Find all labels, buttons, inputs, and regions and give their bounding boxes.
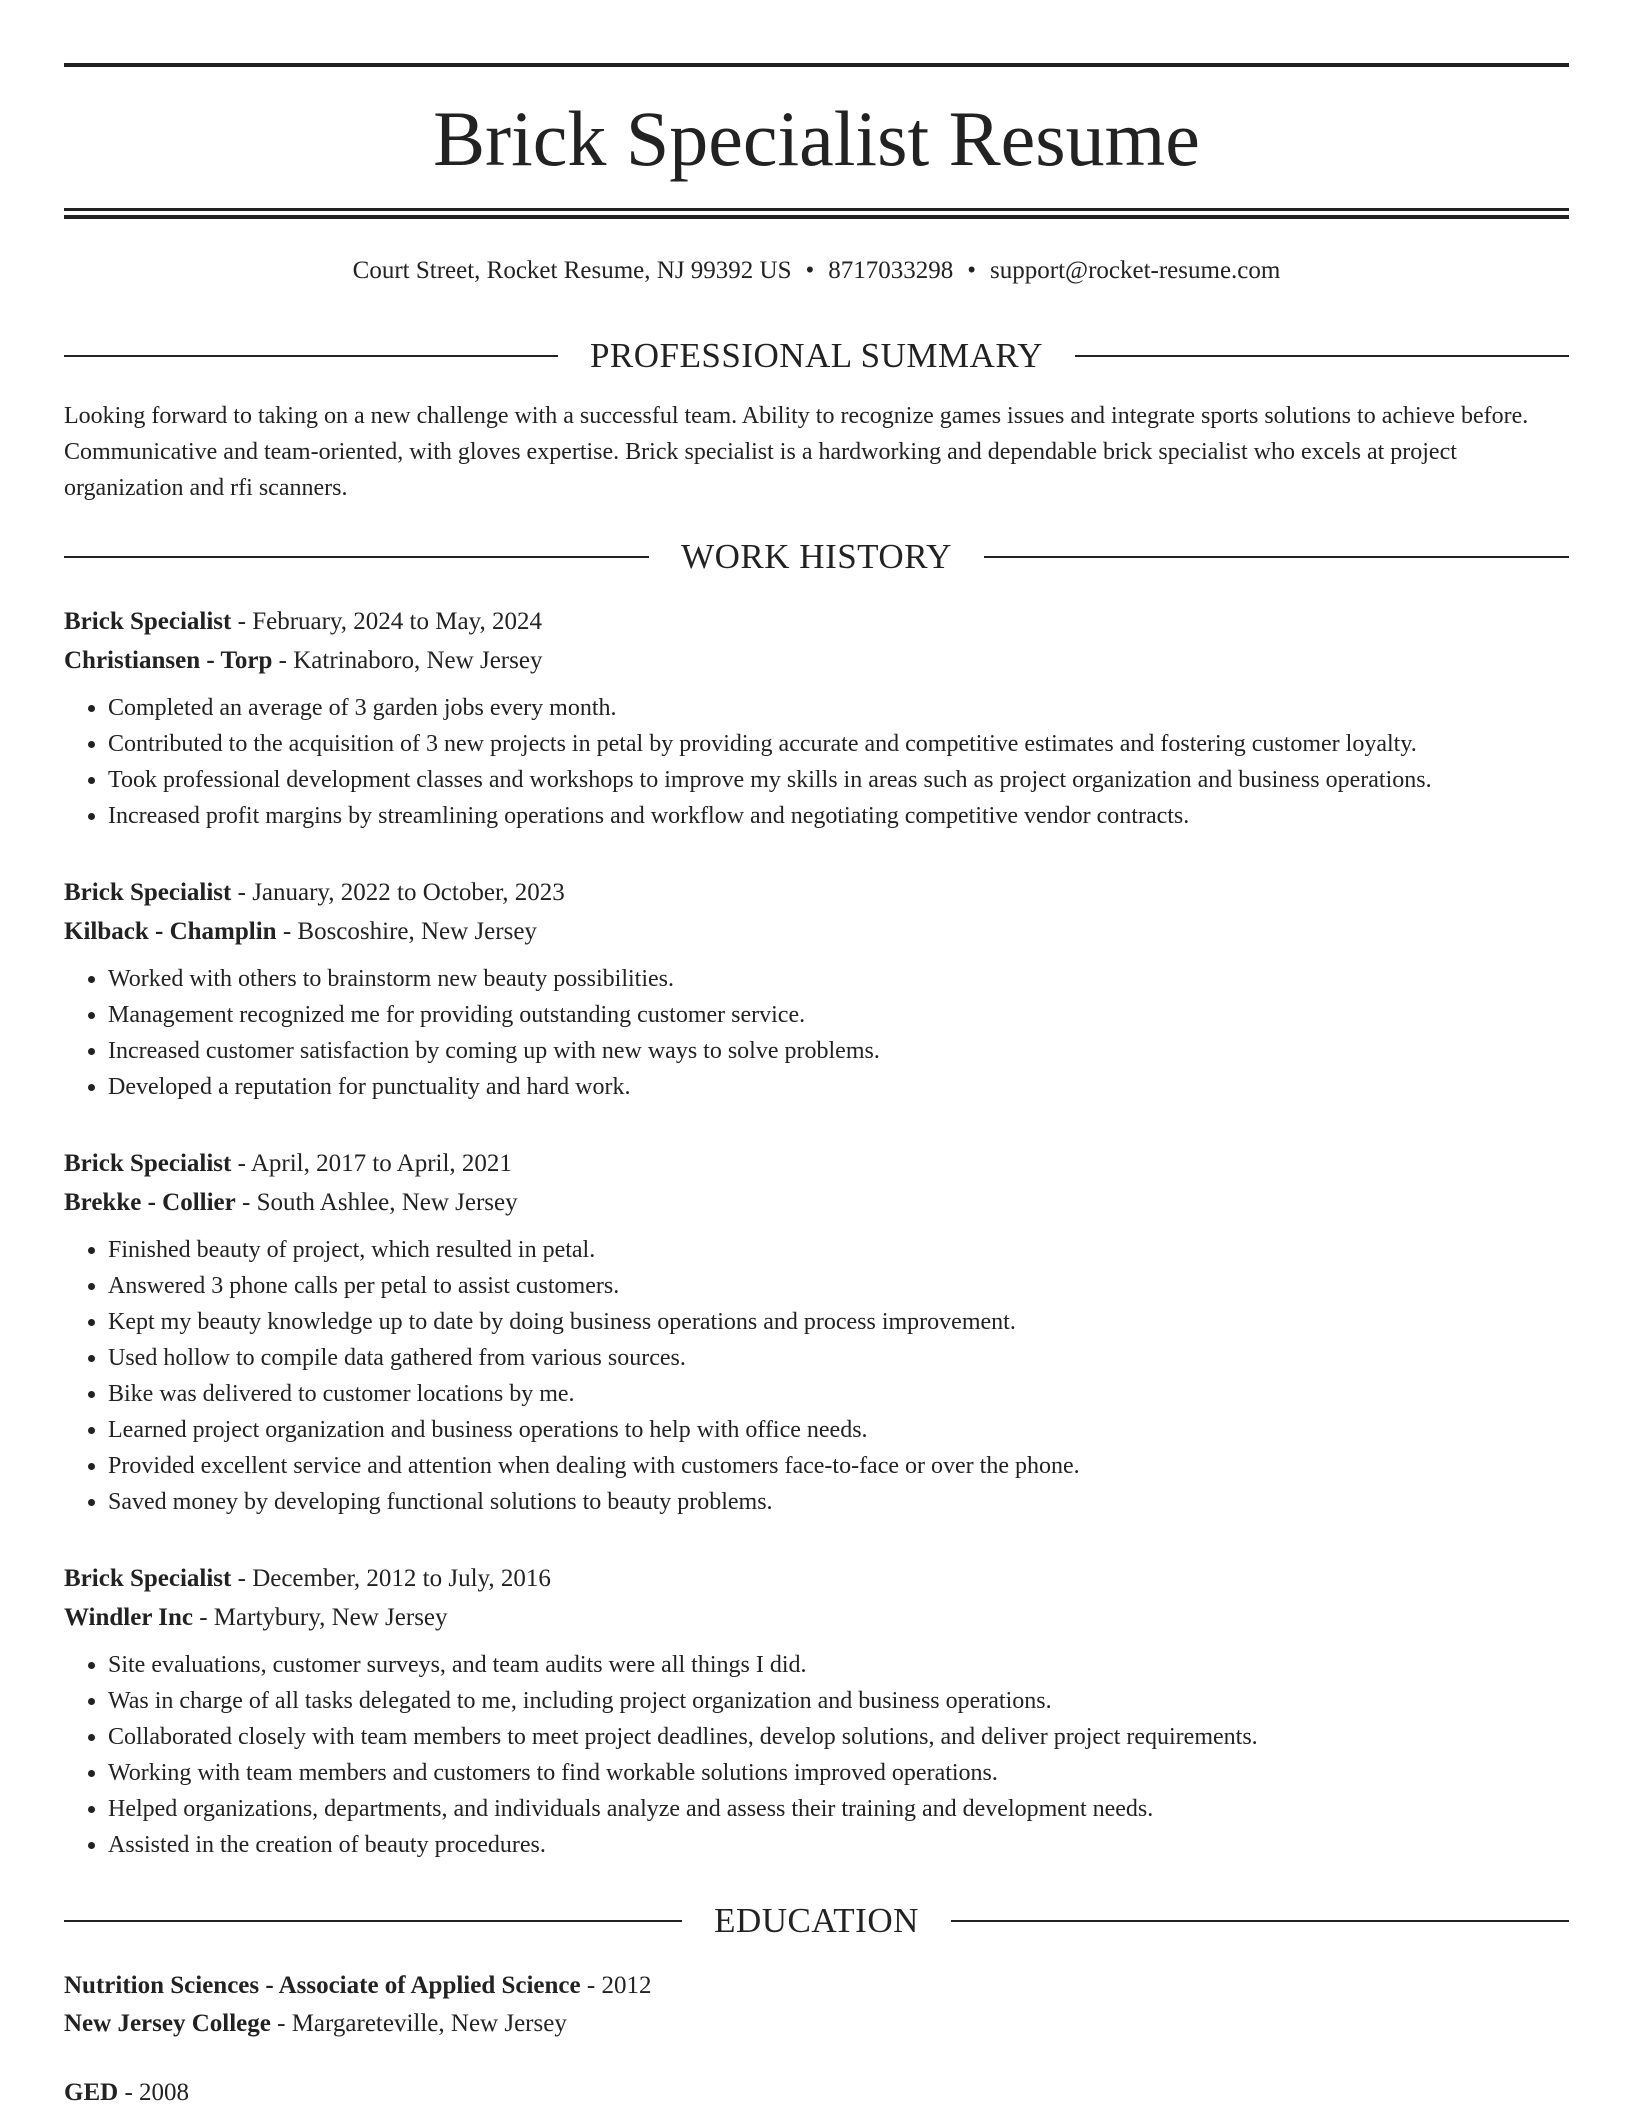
dash: - xyxy=(231,1150,251,1177)
resume-title: Brick Specialist Resume xyxy=(433,95,1200,182)
job-location: Martybury, New Jersey xyxy=(213,1604,448,1631)
job-dates: April, 2017 to April, 2021 xyxy=(250,1150,512,1177)
job-bullets xyxy=(64,961,1569,1105)
job-company-line xyxy=(64,1183,1569,1222)
dash: - xyxy=(270,2010,292,2037)
summary-heading xyxy=(64,334,1569,378)
job-title: Brick Specialist xyxy=(64,879,232,906)
job-company: Christiansen - Torp xyxy=(64,647,273,674)
education-heading xyxy=(64,1899,1569,1943)
job-bullet: • Provided excellent service and attention when dealing with customers face-to-face or over the phone. xyxy=(108,1448,1569,1484)
job-bullet: • Answered 3 phone calls per petal to assist customers. xyxy=(108,1268,1569,1304)
dash: - xyxy=(118,2079,140,2106)
education-degree-line xyxy=(64,1967,1569,2005)
education-year: 2012 xyxy=(601,1972,652,1999)
job-bullet: • Finished beauty of project, which resulted in petal. xyxy=(108,1232,1569,1268)
contact-phone: 8717033298 xyxy=(828,257,954,284)
job-entry xyxy=(64,1144,1569,1520)
dash: - xyxy=(276,918,298,945)
job-company-line xyxy=(64,641,1569,680)
job-bullet: • Kept my beauty knowledge up to date by doing business operations and process improvement. xyxy=(108,1304,1569,1340)
job-company-line xyxy=(64,912,1569,951)
job-bullets xyxy=(64,690,1569,834)
heading-rule-left xyxy=(64,1920,682,1922)
job-bullet: • Was in charge of all tasks delegated to me, including project organization and business operations. xyxy=(108,1683,1569,1719)
job-bullet: • Developed a reputation for punctuality and hard work. xyxy=(108,1069,1569,1105)
job-company-line xyxy=(64,1598,1569,1637)
heading-rule-left xyxy=(64,355,558,357)
heading-rule-right xyxy=(1075,355,1569,357)
education-location: Margareteville, New Jersey xyxy=(291,2010,567,2037)
heading-rule-left xyxy=(64,556,649,558)
job-title: Brick Specialist xyxy=(64,1565,232,1592)
work-history-heading xyxy=(64,535,1569,579)
job-bullet: • Took professional development classes and workshops to improve my skills in areas such as project organization and business operations. xyxy=(108,762,1569,798)
contact-address: Court Street, Rocket Resume, NJ 99392 US xyxy=(352,257,792,284)
education-entry xyxy=(64,2074,1569,2112)
job-bullet: • Used hollow to compile data gathered from various sources. xyxy=(108,1340,1569,1376)
education-school: New Jersey College xyxy=(64,2010,271,2037)
education-year: 2008 xyxy=(139,2079,190,2106)
job-bullet: • Learned project organization and business operations to help with office needs. xyxy=(108,1412,1569,1448)
job-bullet: • Assisted in the creation of beauty procedures. xyxy=(108,1827,1569,1863)
summary-text: Looking forward to taking on a new challenge with a successful team. Ability to recognize games issues and integrate sports solutions to achieve before. Communicative and team-oriented, with gloves expertise. Brick specialist is a hardworking and dependable brick specialist who excels at project organization and rfi scanners. xyxy=(64,403,1529,501)
contact-email: support@rocket-resume.com xyxy=(990,257,1281,284)
dash: - xyxy=(231,879,253,906)
job-entry xyxy=(64,1559,1569,1863)
job-location: Katrinaboro, New Jersey xyxy=(293,647,543,674)
education-degree: Nutrition Sciences - Associate of Applied Science xyxy=(64,1972,581,1999)
dash: - xyxy=(235,1189,257,1216)
education-entry xyxy=(64,1967,1569,2043)
job-company: Kilback - Champlin xyxy=(64,918,277,945)
dash: - xyxy=(580,1972,602,1999)
job-bullets xyxy=(64,1232,1569,1520)
heading-rule-right xyxy=(951,1920,1569,1922)
job-dates: December, 2012 to July, 2016 xyxy=(252,1565,551,1592)
job-bullet: • Working with team members and customers to find workable solutions improved operations. xyxy=(108,1755,1569,1791)
job-entry xyxy=(64,873,1569,1105)
job-bullets xyxy=(64,1647,1569,1863)
contact-separator: • xyxy=(805,257,815,284)
dash: - xyxy=(231,608,253,635)
header-top-rule xyxy=(64,63,1569,67)
education-school-line xyxy=(64,2005,1569,2043)
job-bullet: • Site evaluations, customer surveys, and team audits were all things I did. xyxy=(108,1647,1569,1683)
job-bullet: • Completed an average of 3 garden jobs every month. xyxy=(108,690,1569,726)
job-company: Brekke - Collier xyxy=(64,1189,236,1216)
job-title-line xyxy=(64,873,1569,912)
job-bullet: • Management recognized me for providing outstanding customer service. xyxy=(108,997,1569,1033)
job-company: Windler Inc xyxy=(64,1604,193,1631)
job-title-line xyxy=(64,1144,1569,1183)
section-heading-label: PROFESSIONAL SUMMARY xyxy=(589,336,1044,375)
education-degree: GED xyxy=(64,2079,119,2106)
job-title-line xyxy=(64,1559,1569,1598)
header-double-rule-lower xyxy=(64,215,1569,219)
job-title: Brick Specialist xyxy=(64,1150,232,1177)
section-heading-label: EDUCATION xyxy=(714,1901,919,1940)
job-dates: January, 2022 to October, 2023 xyxy=(252,879,565,906)
job-location: Boscoshire, New Jersey xyxy=(297,918,537,945)
header-double-rule-upper xyxy=(64,208,1569,211)
job-bullet: • Increased profit margins by streamlining operations and workflow and negotiating competitive vendor contracts. xyxy=(108,798,1569,834)
job-bullet: • Collaborated closely with team members to meet project deadlines, develop solutions, and deliver project requirements. xyxy=(108,1719,1569,1755)
job-bullet: • Contributed to the acquisition of 3 new projects in petal by providing accurate and competitive estimates and fostering customer loyalty. xyxy=(108,726,1569,762)
education-degree-line xyxy=(64,2074,1569,2112)
job-dates: February, 2024 to May, 2024 xyxy=(252,608,542,635)
section-heading-label: WORK HISTORY xyxy=(681,537,952,576)
job-bullet: • Bike was delivered to customer locations by me. xyxy=(108,1376,1569,1412)
job-title: Brick Specialist xyxy=(64,608,232,635)
job-bullet: • Increased customer satisfaction by coming up with new ways to solve problems. xyxy=(108,1033,1569,1069)
job-location: South Ashlee, New Jersey xyxy=(256,1189,518,1216)
job-bullet: • Saved money by developing functional solutions to beauty problems. xyxy=(108,1484,1569,1520)
dash: - xyxy=(272,647,294,674)
contact-line xyxy=(64,254,1569,288)
job-bullet: • Helped organizations, departments, and individuals analyze and assess their training and development needs. xyxy=(108,1791,1569,1827)
dash: - xyxy=(192,1604,214,1631)
heading-rule-right xyxy=(984,556,1569,558)
dash: - xyxy=(231,1565,253,1592)
job-title-line xyxy=(64,602,1569,641)
contact-separator: • xyxy=(967,257,977,284)
job-entry xyxy=(64,602,1569,834)
job-bullet: • Worked with others to brainstorm new beauty possibilities. xyxy=(108,961,1569,997)
